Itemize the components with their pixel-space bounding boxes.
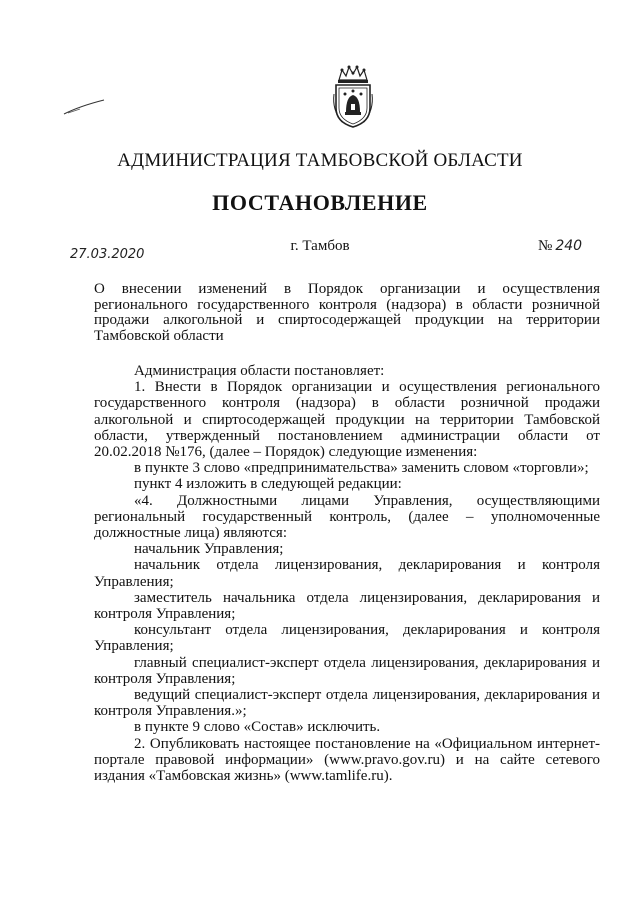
number-value: 240: [555, 238, 583, 254]
document-type-title: ПОСТАНОВЛЕНИЕ: [212, 190, 428, 215]
document-date: 27.03.2020: [70, 247, 145, 262]
body-paragraph: в пункте 9 слово «Состав» исключить.: [134, 719, 381, 736]
body-paragraph: 1. Внести в Порядок организации и осуществления регионального государственного контроля (надзора) в области розничной продажи алкогольной и спиртосодержащей продукции на территории Тамбовской области, утвержденный постановлением администрации области от 20.02.2018 №176, (далее – Порядок) следующие изменения:: [94, 379, 600, 461]
body-paragraph: консультант отдела лицензирования, декларирования и контроля Управления;: [94, 622, 600, 655]
document-body: [94, 363, 600, 784]
body-paragraph: «4. Должностными лицами Управления, осуществляющими региональный государственный контроль, (далее – уполномоченные должностные лица) являются:: [94, 492, 600, 542]
body-paragraph: в пункте 3 слово «предпринимательства» заменить словом «торговли»;: [134, 460, 589, 477]
pen-mark-icon: [62, 96, 106, 118]
body-paragraph: 2. Опубликовать настоящее постановление на «Официальном интернет-портале правовой информации» (www.pravo.gov.ru) и на сайте сетевого издания «Тамбовская жизнь» (www.tamlife.ru).: [94, 735, 600, 785]
body-paragraph: Администрация области постановляет:: [134, 363, 385, 379]
body-paragraph: начальник Управления;: [134, 541, 284, 558]
body-paragraph: ведущий специалист-эксперт отдела лицензирования, декларирования и контроля Управления.»;: [94, 687, 600, 720]
document-city: г. Тамбов: [290, 238, 350, 254]
organization-title: АДМИНИСТРАЦИЯ ТАМБОВСКОЙ ОБЛАСТИ: [117, 150, 523, 171]
tambov-coat-of-arms-icon: [330, 64, 376, 130]
body-paragraph: пункт 4 изложить в следующей редакции:: [134, 476, 402, 493]
body-paragraph: главный специалист-эксперт отдела лицензирования, декларирования и контроля Управления;: [94, 654, 600, 687]
body-paragraph: заместитель начальника отдела лицензирования, декларирования и контроля Управления;: [94, 589, 600, 623]
document-number: [538, 238, 582, 255]
body-paragraph: начальник отдела лицензирования, декларирования и контроля Управления;: [94, 557, 600, 590]
document-subject: О внесении изменений в Порядок организации и осуществления регионального государственного контроля (надзора) в области розничной продажи алкогольной и спиртосодержащей продукции на территории Тамбовской области: [94, 281, 600, 344]
number-label: №: [538, 238, 553, 254]
